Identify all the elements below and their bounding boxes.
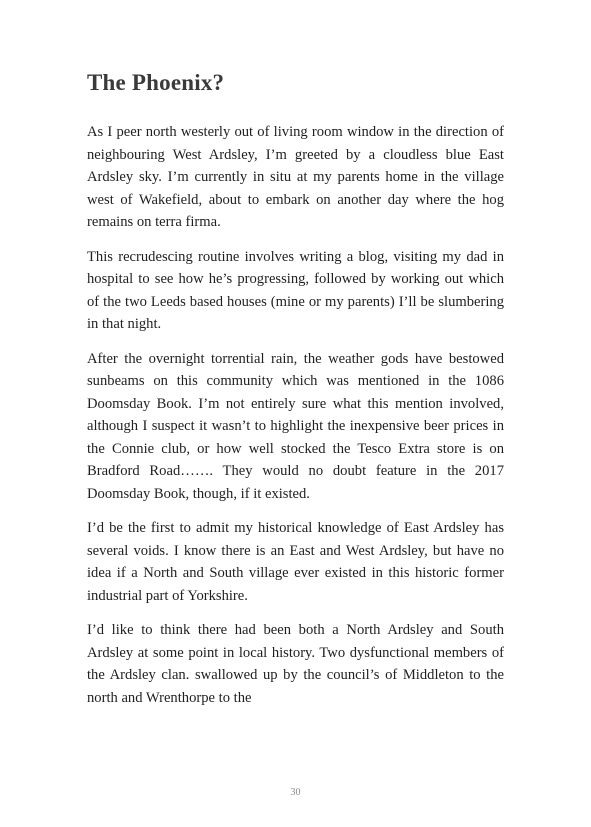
paragraph: I’d be the first to admit my historical knowledge of East Ardsley has several voids. I know there is an East and West Ardsley, but have no idea if a North and South village ever existed in this historic former industrial part of Yorkshire.: [87, 520, 504, 604]
page-number: 30: [290, 787, 301, 798]
paragraph: After the overnight torrential rain, the weather gods have bestowed sunbeams on this community which was mentioned in the 1086 Doomsday Book. I’m not entirely sure what this mention involved, although I suspect it wasn’t to highlight the inexpensive beer prices in the Connie club, or how well stocked the Tesco Extra store is on Bradford Road……. They would no doubt feature in the 2017 Doomsday Book, though, if it existed.: [87, 350, 504, 502]
body-text: [87, 121, 504, 721]
paragraph: This recrudescing routine involves writing a blog, visiting my dad in hospital to see how he’s progressing, followed by working out which of the two Leeds based houses (mine or my parents) I’ll be slumbering in that night.: [87, 248, 504, 332]
paragraph: As I peer north westerly out of living room window in the direction of neighbouring West Ardsley, I’m greeted by a cloudless blue East Ardsley sky. I’m currently in situ at my parents home in the village west of Wakefield, about to embark on another day where the hog remains on terra firma.: [87, 124, 504, 230]
page-title: The Phoenix?: [87, 70, 225, 95]
paragraph: I’d like to think there had been both a North Ardsley and South Ardsley at some point in local history. Two dysfunctional members of the Ardsley clan. swallowed up by the council’s of Middleton to the north and Wrenthorpe to the: [87, 622, 504, 706]
